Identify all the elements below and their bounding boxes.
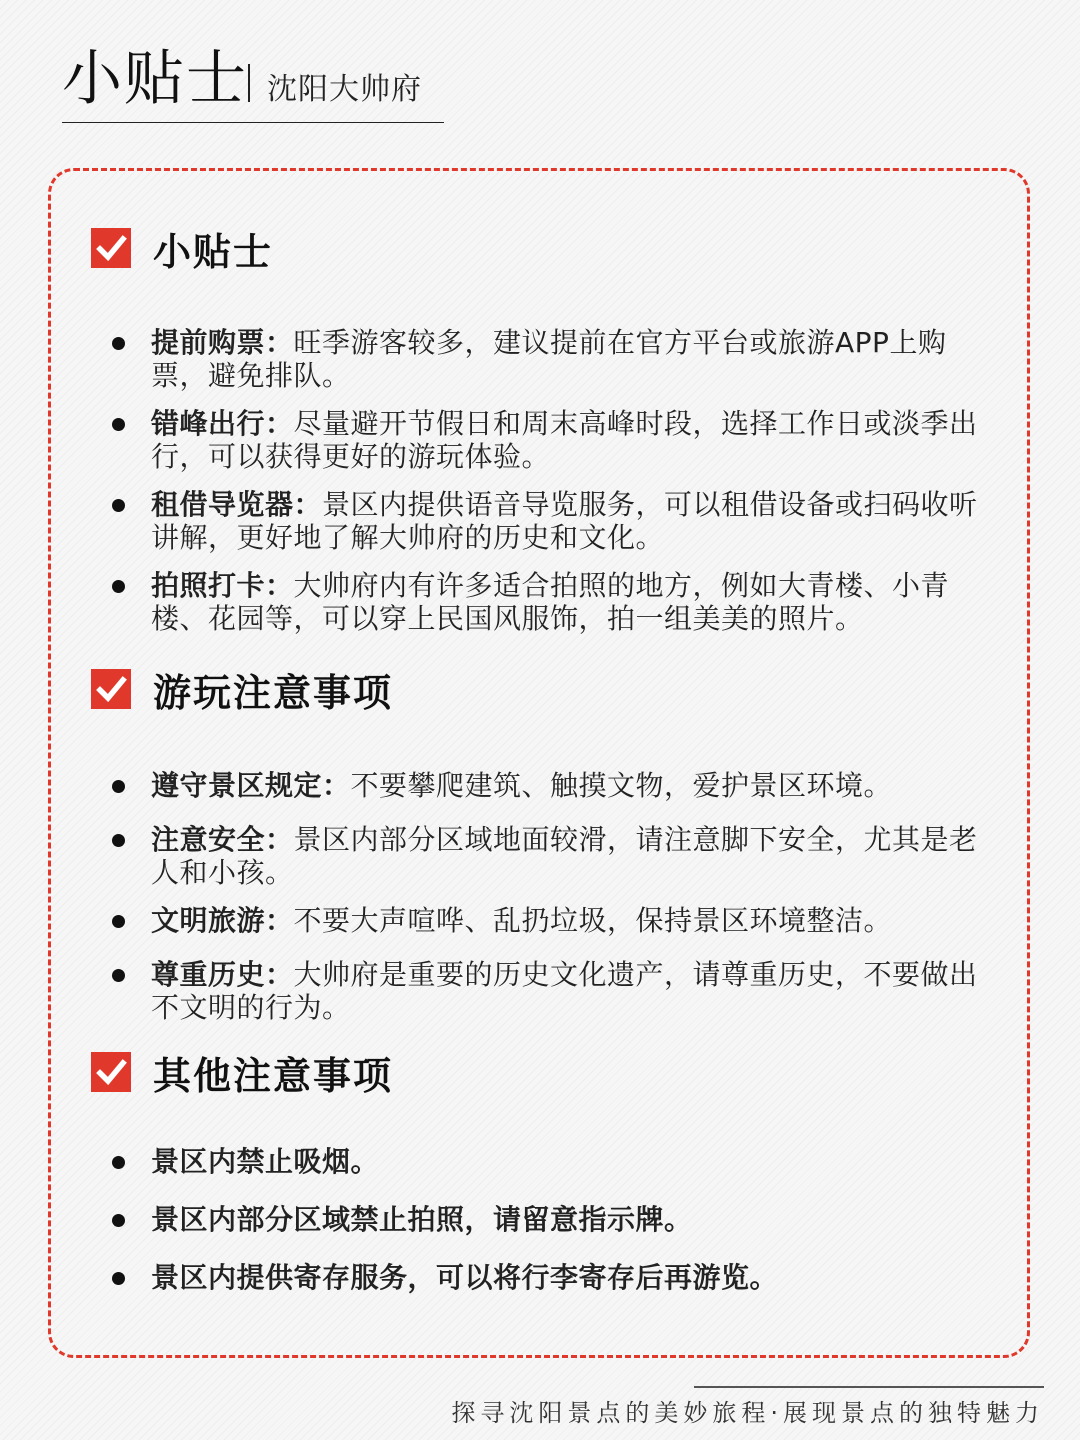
section-title: 游玩注意事项 <box>153 670 394 715</box>
list-item <box>91 823 991 889</box>
bullet-icon <box>112 1272 125 1285</box>
bullet-icon <box>112 834 125 847</box>
list-item <box>91 1145 991 1178</box>
checkbox-icon <box>91 669 131 709</box>
section-tips <box>91 223 991 635</box>
bullet-icon <box>112 1214 125 1227</box>
footer-tagline: 探寻沈阳景点的美妙旅程·展现景点的独特魅力 <box>451 1399 1044 1427</box>
list-item <box>91 326 991 392</box>
item-label: 尊重历史： <box>151 958 294 991</box>
checkbox-icon <box>91 228 131 268</box>
list-item <box>91 958 991 1024</box>
section-visit-notes <box>91 664 991 1024</box>
section-header <box>91 1047 991 1097</box>
item-text: 旺季游客较多，建议提前在官方平台或旅游APP上购票，避免排队。 <box>151 326 947 392</box>
footer-divider <box>694 1386 1044 1388</box>
list-item <box>91 1203 991 1236</box>
notes-list <box>91 769 991 1024</box>
checkbox-icon <box>91 1052 131 1092</box>
item-label: 拍照打卡： <box>151 569 294 602</box>
item-text: 不要大声喧哗、乱扔垃圾，保持景区环境整洁。 <box>293 904 893 937</box>
list-item <box>91 1261 991 1294</box>
item-text: 大帅府是重要的历史文化遗产，请尊重历史，不要做出不文明的行为。 <box>151 958 978 1024</box>
tips-list <box>91 326 991 635</box>
item-text: 景区内提供寄存服务，可以将行李寄存后再游览。 <box>151 1261 779 1294</box>
bullet-icon <box>112 337 125 350</box>
item-text: 景区内提供语音导览服务，可以租借设备或扫码收听讲解，更好地了解大帅府的历史和文化。 <box>151 488 978 554</box>
bullet-icon <box>112 580 125 593</box>
item-label: 注意安全： <box>151 823 294 856</box>
page-subtitle: 沈阳大帅府 <box>267 72 422 107</box>
bullet-icon <box>112 499 125 512</box>
item-text: 景区内部分区域地面较滑，请注意脚下安全，尤其是老人和小孩。 <box>151 823 978 889</box>
list-item <box>91 488 991 554</box>
header-divider <box>248 64 250 102</box>
item-text: 景区内禁止吸烟。 <box>151 1145 380 1178</box>
item-label: 错峰出行： <box>151 407 294 440</box>
page-header <box>62 44 444 123</box>
item-text: 尽量避开节假日和周末高峰时段，选择工作日或淡季出行，可以获得更好的游玩体验。 <box>151 407 978 473</box>
page-title: 小贴士 <box>62 44 248 114</box>
tips-card <box>48 168 1030 1358</box>
other-list <box>91 1145 991 1294</box>
item-label: 遵守景区规定： <box>151 769 351 802</box>
section-header <box>91 223 991 273</box>
bullet-icon <box>112 915 125 928</box>
bullet-icon <box>112 418 125 431</box>
list-item <box>91 904 991 937</box>
section-other-notes <box>91 1047 991 1294</box>
bullet-icon <box>112 780 125 793</box>
list-item <box>91 407 991 473</box>
bullet-icon <box>112 969 125 982</box>
item-label: 租借导览器： <box>151 488 323 521</box>
item-label: 提前购票： <box>151 326 294 359</box>
item-text: 大帅府内有许多适合拍照的地方，例如大青楼、小青楼、花园等，可以穿上民国风服饰，拍一组美美的照片。 <box>151 569 950 635</box>
item-text: 不要攀爬建筑、触摸文物，爱护景区环境。 <box>350 769 893 802</box>
section-header <box>91 664 991 714</box>
list-item <box>91 769 991 802</box>
section-title: 其他注意事项 <box>153 1053 394 1098</box>
bullet-icon <box>112 1156 125 1169</box>
section-title: 小贴士 <box>153 229 274 274</box>
item-text: 景区内部分区域禁止拍照，请留意指示牌。 <box>151 1203 693 1236</box>
list-item <box>91 569 991 635</box>
item-label: 文明旅游： <box>151 904 294 937</box>
